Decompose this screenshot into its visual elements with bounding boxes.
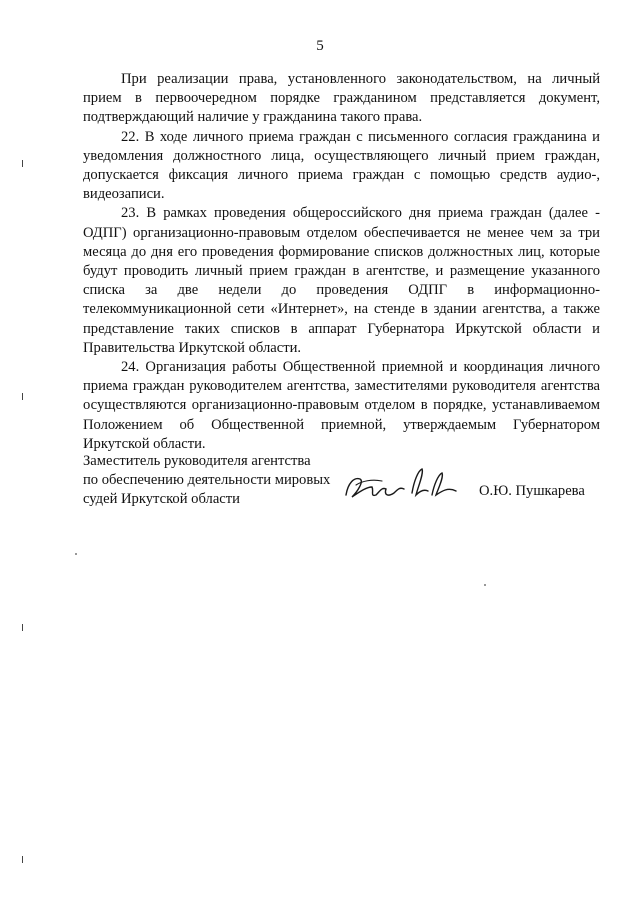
paragraph-24: 24. Организация работы Общественной приемной и координация личного приема граждан руководителем агентства, заместителями руководителя агентства осуществляются организационно-правовым отделом в порядке, устанавливаемом Положением об Общественной приемной, утверждаемым Губернатором Иркутской области. (83, 359, 600, 452)
signatory-name: О.Ю. Пушкарева (479, 483, 585, 499)
document-body (83, 70, 600, 454)
scan-mark (22, 856, 23, 863)
signatory-position-line: Заместитель руководителя агентства (83, 453, 311, 469)
page-number: 5 (316, 38, 324, 54)
handwritten-signature (338, 457, 463, 507)
scan-dot (484, 584, 486, 586)
scan-mark (22, 624, 23, 631)
signatory-position-line: судей Иркутской области (83, 491, 240, 508)
paragraph-23: 23. В рамках проведения общероссийского дня приема граждан (далее - ОДПГ) организационно-правовым отделом обеспечивается не менее чем за три месяца до дня его проведения формирование списков должностных лиц, которые будут проводить личный прием граждан в агентстве, и размещение указанного списка за две недели до проведения ОДПГ в информационно-телекоммуникационной сети «Интернет», на стенде в здании агентства, а также представление таких списков в аппарат Губернатора Иркутской области и Правительства Иркутской области. (83, 205, 600, 356)
signatory-position (83, 452, 363, 510)
scan-mark (22, 160, 23, 167)
signature-block (83, 452, 600, 512)
signatory-position-line: по обеспечению деятельности мировых (83, 472, 331, 489)
scan-dot (75, 553, 77, 555)
paragraph-priority-right: При реализации права, установленного законодательством, на личный прием в первоочередном порядке гражданином представляется документ, подтверждающий наличие у гражданина такого права. (83, 71, 600, 126)
paragraph-22: 22. В ходе личного приема граждан с письменного согласия гражданина и уведомления должностного лица, осуществляющего личный прием граждан, допускается фиксация личного приема граждан с помощью средств аудио-, видеозаписи. (83, 128, 600, 203)
scan-mark (22, 393, 23, 400)
